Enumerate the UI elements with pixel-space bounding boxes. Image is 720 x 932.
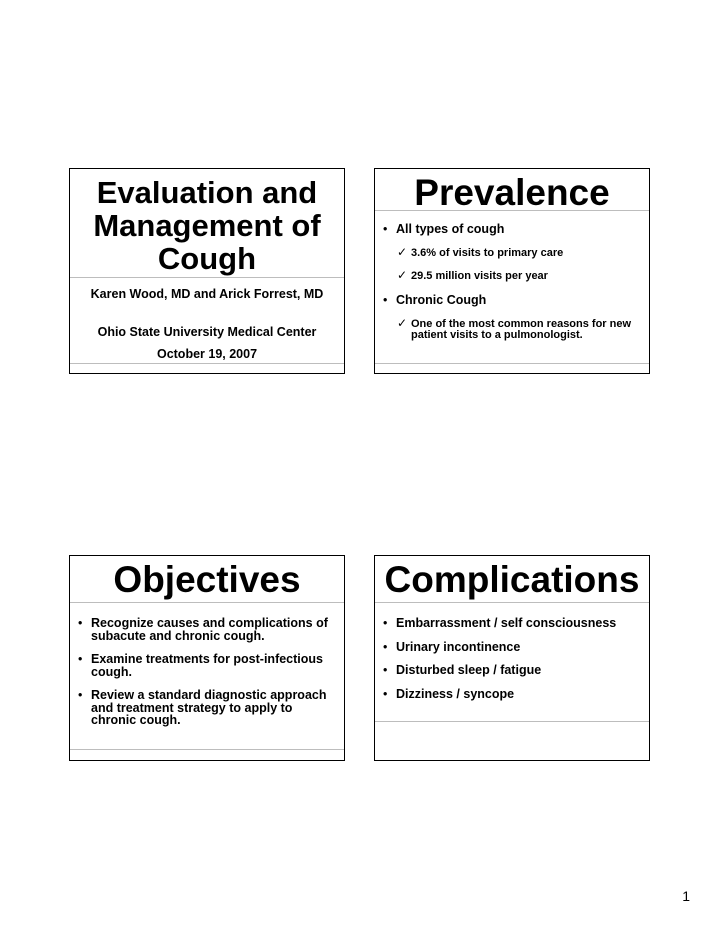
slide-title [69, 168, 345, 374]
bullet-glyph: • [383, 686, 388, 701]
title-divider [375, 602, 649, 603]
presentation-title [70, 176, 344, 275]
footer-divider [70, 363, 344, 364]
bullet-item [383, 641, 645, 654]
title-line-3: Cough [157, 241, 257, 276]
bullet-text: Disturbed sleep / fatigue [396, 663, 542, 677]
sub-bullet-item [397, 268, 645, 282]
bullet-glyph: • [383, 639, 388, 654]
sub-bullet-list [397, 245, 645, 259]
bullet-list [383, 294, 645, 318]
checkmark-icon: ✓ [397, 268, 408, 282]
footer-divider [375, 363, 649, 364]
bullet-list [383, 223, 645, 247]
title-divider [70, 602, 344, 603]
slide-objectives [69, 555, 345, 761]
checkmark-icon: ✓ [397, 245, 408, 259]
bullet-item [383, 664, 645, 677]
sub-bullet-text: 29.5 million visits per year [411, 270, 548, 282]
institution: Ohio State University Medical Center [97, 325, 317, 339]
bullet-item [383, 294, 645, 307]
sub-bullet-list [397, 316, 645, 341]
slide-title-objectives: Objectives [113, 559, 301, 600]
slide-complications [374, 555, 650, 761]
footer-divider [375, 721, 649, 722]
bullet-list [78, 617, 340, 738]
slide-title-prevalence: Prevalence [414, 172, 610, 213]
sub-bullet-item [397, 245, 645, 259]
bullet-text: All types of cough [396, 222, 505, 236]
bullet-glyph: • [383, 616, 388, 630]
bullet-text: Chronic Cough [396, 293, 487, 307]
sub-bullet-text: 3.6% of visits to primary care [411, 247, 564, 259]
bullet-glyph: • [383, 293, 388, 307]
title-divider [70, 277, 344, 278]
title-line-2: Management of [93, 208, 321, 243]
authors: Karen Wood, MD and Arick Forrest, MD [90, 287, 324, 301]
slide-prevalence [374, 168, 650, 374]
sub-bullet-item [397, 316, 645, 341]
bullet-item [383, 223, 645, 236]
title-divider [375, 210, 649, 211]
bullet-glyph: • [78, 688, 83, 702]
bullet-glyph: • [78, 652, 83, 666]
bullet-glyph: • [383, 663, 388, 677]
bullet-item [78, 689, 340, 727]
page-number: 1 [682, 888, 690, 904]
bullet-list [383, 617, 645, 711]
bullet-text: Recognize causes and complications of subacute and chronic cough. [91, 616, 328, 643]
bullet-text: Dizziness / syncope [396, 686, 515, 701]
bullet-glyph: • [78, 616, 83, 630]
bullet-item [78, 617, 340, 642]
sub-bullet-list [397, 268, 645, 282]
bullet-glyph: • [383, 222, 388, 236]
bullet-text: Examine treatments for post-infectious cough. [91, 652, 323, 679]
bullet-item [383, 688, 645, 701]
bullet-text: Urinary incontinence [396, 639, 521, 654]
date: October 19, 2007 [156, 347, 258, 361]
bullet-text: Review a standard diagnostic approach and treatment strategy to apply to chronic cough. [91, 688, 327, 727]
bullet-item [383, 617, 645, 630]
sub-bullet-text: One of the most common reasons for new patient visits to a pulmonologist. [411, 318, 632, 341]
slide-title-complications: Complications [384, 559, 640, 600]
bullet-item [78, 653, 340, 678]
footer-divider [70, 749, 344, 750]
title-line-1: Evaluation and [96, 175, 318, 210]
bullet-text: Embarrassment / self consciousness [396, 616, 617, 630]
checkmark-icon: ✓ [397, 316, 408, 330]
